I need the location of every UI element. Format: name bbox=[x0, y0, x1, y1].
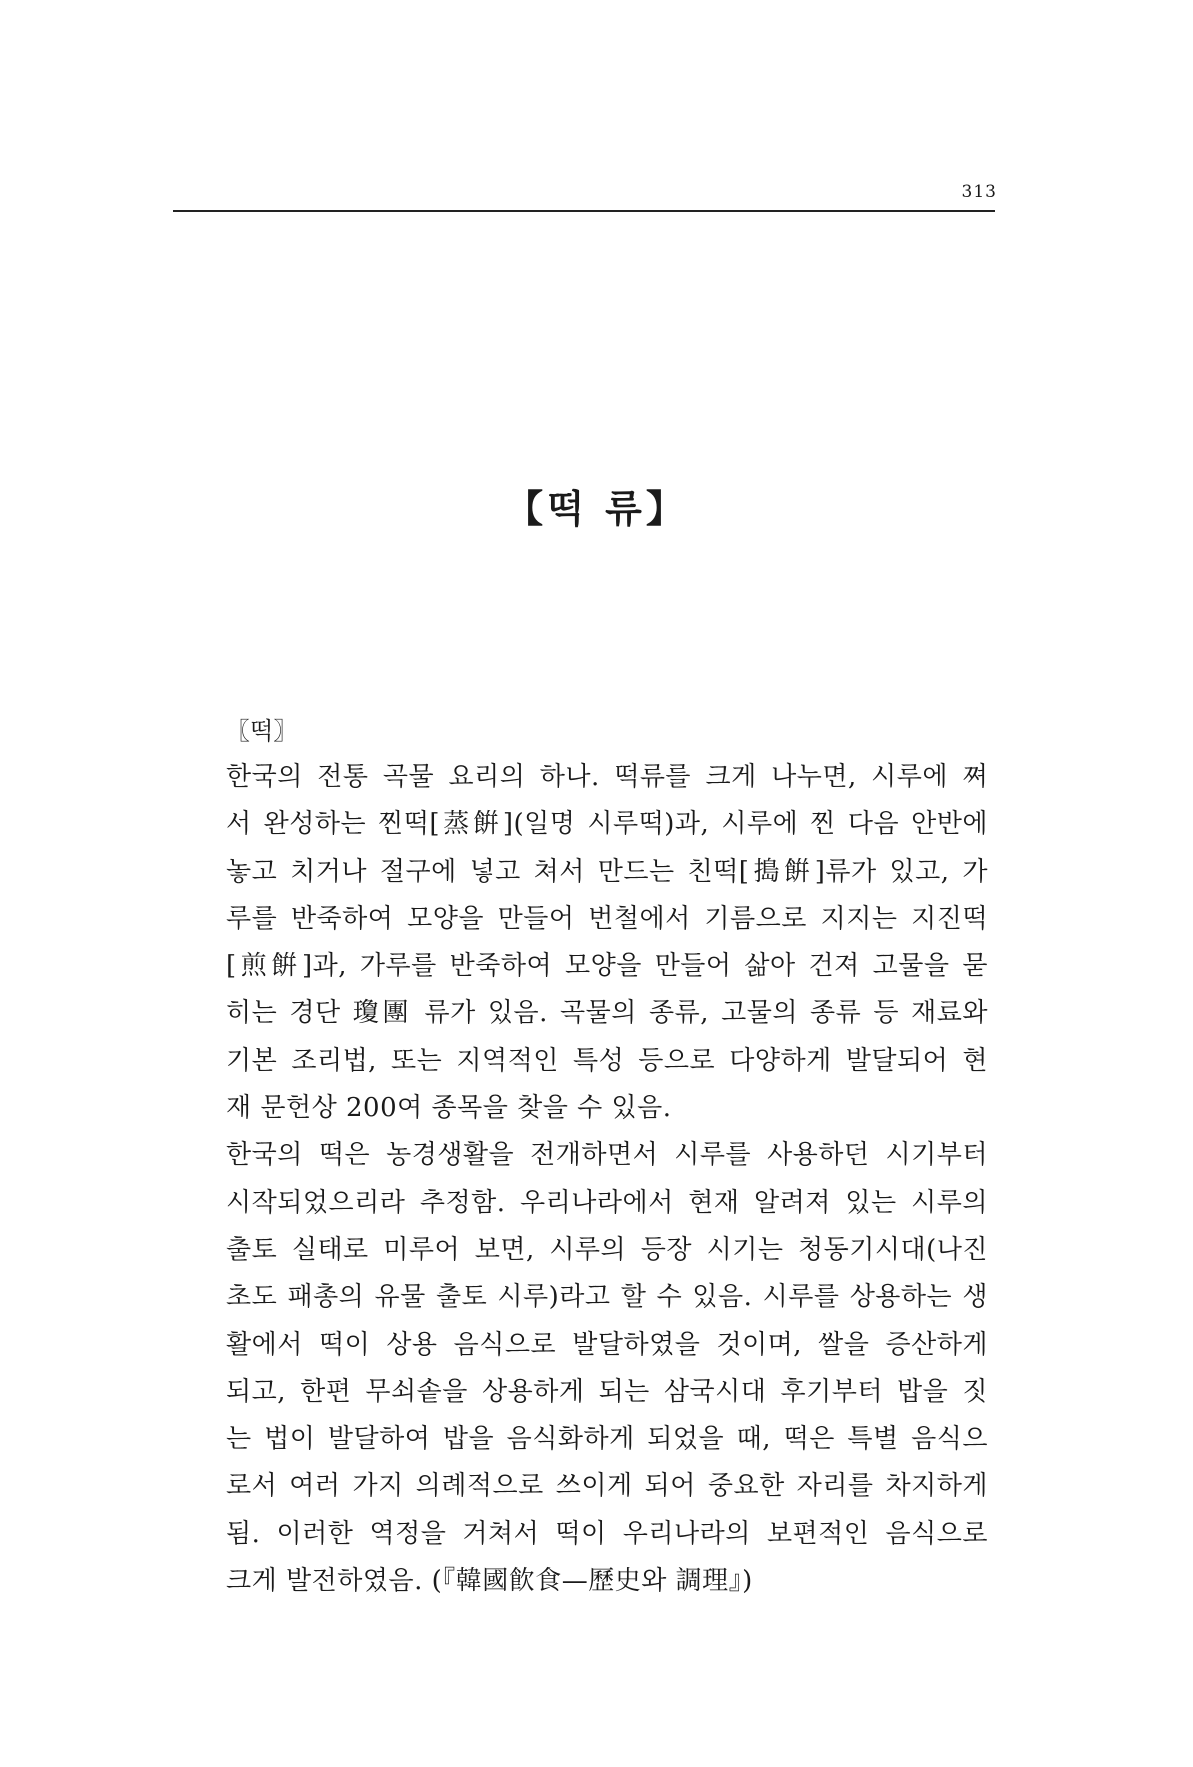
body-line: 놓고 치거나 절구에 넣고 쳐서 만드는 친떡[搗餠]류가 있고, 가 bbox=[226, 856, 988, 887]
body-line: 는 법이 발달하여 밥을 음식화하게 되었을 때, 떡은 특별 음식으 bbox=[226, 1424, 988, 1455]
page-number: 313 bbox=[961, 182, 997, 202]
entry-heading: 〖떡〗 bbox=[226, 717, 298, 745]
body-line: 히는 경단 瓊團 류가 있음. 곡물의 종류, 고물의 종류 등 재료와 bbox=[226, 998, 988, 1029]
body-line: 기본 조리법, 또는 지역적인 특성 등으로 다양하게 발달되어 현 bbox=[226, 1045, 988, 1076]
body-line: 됨. 이러한 역정을 거쳐서 떡이 우리나라의 보편적인 음식으로 bbox=[226, 1518, 988, 1549]
body-line: [煎餠]과, 가루를 반죽하여 모양을 만들어 삶아 건져 고물을 묻 bbox=[226, 951, 988, 982]
body-line: 시작되었으리라 추정함. 우리나라에서 현재 알려져 있는 시루의 bbox=[226, 1187, 988, 1218]
body-line: 출토 실태로 미루어 보면, 시루의 등장 시기는 청동기시대(나진 bbox=[226, 1234, 988, 1265]
body-line: 활에서 떡이 상용 음식으로 발달하였을 것이며, 쌀을 증산하게 bbox=[226, 1329, 988, 1360]
body-line: 로서 여러 가지 의례적으로 쓰이게 되어 중요한 자리를 차지하게 bbox=[226, 1471, 988, 1502]
body-line: 한국의 전통 곡물 요리의 하나. 떡류를 크게 나누면, 시루에 쪄 bbox=[226, 762, 988, 792]
body-line: 크게 발전하였음. (『韓國飮食—歷史와 調理』) bbox=[226, 1566, 753, 1597]
body-line: 루를 반죽하여 모양을 만들어 번철에서 기름으로 지지는 지진떡 bbox=[226, 903, 988, 934]
body-line: 초도 패총의 유물 출토 시루)라고 할 수 있음. 시루를 상용하는 생 bbox=[226, 1282, 988, 1313]
body-line: 재 문헌상 200여 종목을 찾을 수 있음. bbox=[226, 1093, 672, 1124]
body-line: 한국의 떡은 농경생활을 전개하면서 시루를 사용하던 시기부터 bbox=[226, 1140, 988, 1171]
body-line: 서 완성하는 찐떡[蒸餠](일명 시루떡)과, 시루에 찐 다음 안반에 bbox=[226, 809, 988, 840]
entry-body bbox=[226, 754, 988, 1605]
header-rule bbox=[173, 210, 995, 212]
body-line: 되고, 한편 무쇠솥을 상용하게 되는 삼국시대 후기부터 밥을 짓 bbox=[226, 1376, 988, 1407]
section-title: 【떡 류】 bbox=[505, 486, 688, 531]
